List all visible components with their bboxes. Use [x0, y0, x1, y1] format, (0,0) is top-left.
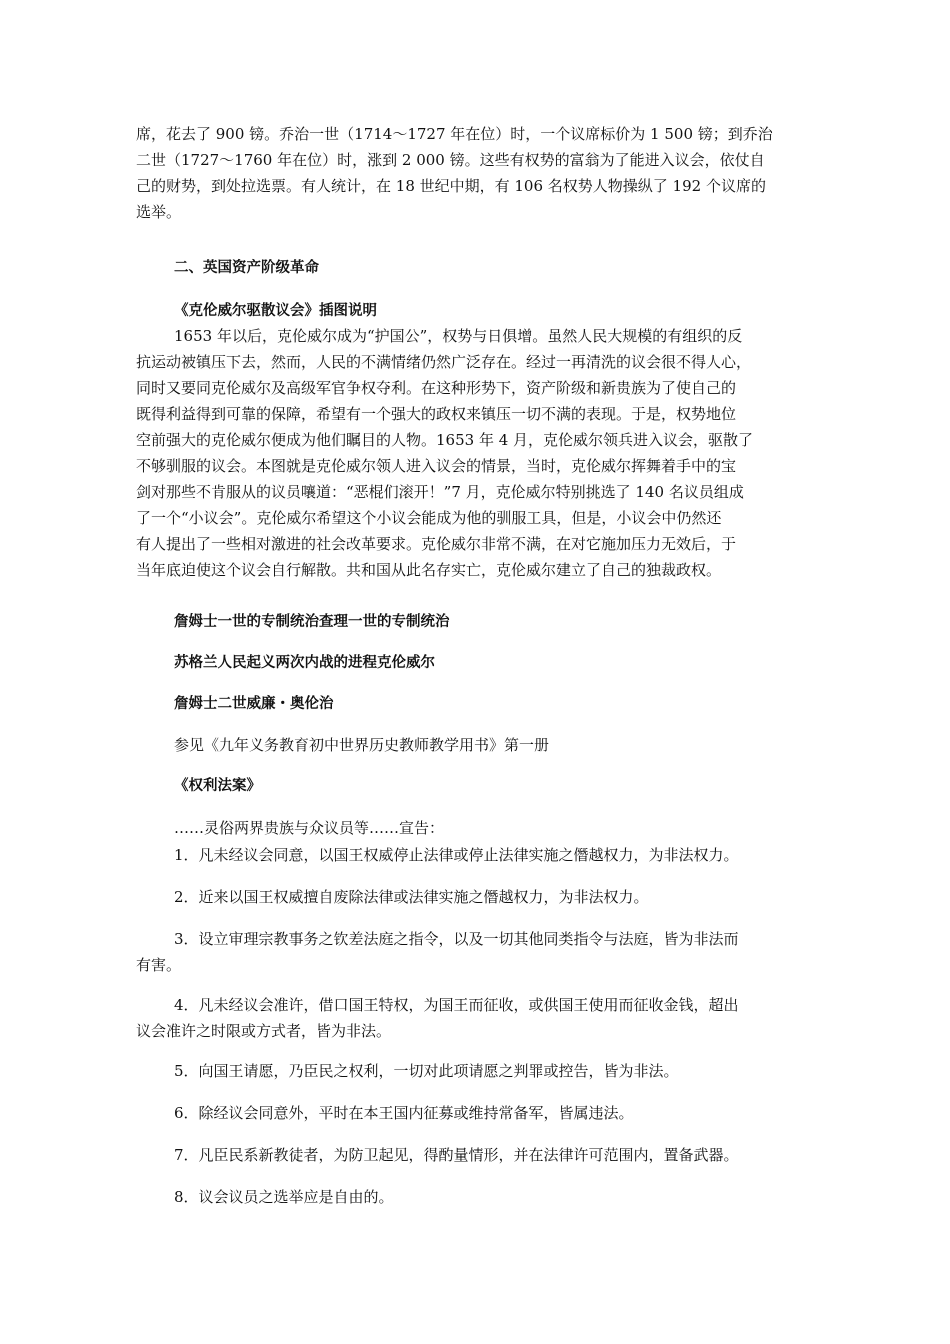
intro-line: 己的财势，到处拉选票。有人统计，在 18 世纪中期，有 106 名权势人物操纵了 192 个议席的 — [136, 177, 766, 195]
article-line: 7．凡臣民系新教徒者，为防卫起见，得酌量情形，并在法律许可范围内，置备武器。 — [174, 1146, 739, 1164]
intro-paragraph — [136, 121, 820, 225]
bill-article — [136, 1184, 820, 1210]
bill-article — [136, 1058, 820, 1084]
cromwell-line: 既得利益得到可靠的保障，希望有一个强大的政权来镇压一切不满的表现。于是，权势地位 — [136, 405, 737, 423]
cromwell-line: 不够驯服的议会。本图就是克伦威尔领人进入议会的情景，当时，克伦威尔挥舞着手中的宝 — [136, 457, 737, 475]
article-line: 有害。 — [136, 956, 182, 974]
topic-line-2: 苏格兰人民起义两次内战的进程克伦威尔 — [174, 654, 435, 671]
bill-article — [136, 1142, 820, 1168]
topic-line-1: 詹姆士一世的专制统治查理一世的专制统治 — [174, 613, 450, 630]
article-line: 6．除经议会同意外，平时在本王国内征募或维持常备军，皆属违法。 — [174, 1104, 634, 1122]
intro-line: 二世（1727～1760 年在位）时，涨到 2 000 镑。这些有权势的富翁为了能进入议会，依仗自 — [136, 151, 765, 169]
illustration-heading: 《克伦威尔驱散议会》插图说明 — [174, 302, 377, 319]
bill-heading: 《权利法案》 — [174, 777, 261, 794]
cromwell-line: 当年底迫使这个议会自行解散。共和国从此名存实亡，克伦威尔建立了自己的独裁政权。 — [136, 561, 722, 579]
cromwell-line: 有人提出了一些相对激进的社会改革要求。克伦威尔非常不满，在对它施加压力无效后，于 — [136, 535, 737, 553]
bill-intro: ……灵俗两界贵族与众议员等……宣告： — [174, 819, 445, 837]
cromwell-line: 了一个“小议会”。克伦威尔希望这个小议会能成为他的驯服工具，但是，小议会中仍然还 — [136, 509, 722, 527]
cromwell-line: 同时又要同克伦威尔及高级军官争权夺利。在这种形势下，资产阶级和新贵族为了使自己的 — [136, 379, 737, 397]
topic-line-3: 詹姆士二世威廉・奥伦治 — [174, 695, 334, 712]
bill-article — [136, 1100, 820, 1126]
article-line: 议会准许之时限或方式者，皆为非法。 — [136, 1022, 392, 1040]
article-line: 2．近来以国王权威擅自废除法律或法律实施之僭越权力，为非法权力。 — [174, 888, 649, 906]
bill-article — [136, 842, 820, 868]
cromwell-paragraph — [136, 323, 820, 583]
article-line: 8．议会议员之选举应是自由的。 — [174, 1188, 394, 1206]
cromwell-line: 剑对那些不肯服从的议员嚷道：“恶棍们滚开！”7 月，克伦威尔特别挑选了 140 名议员组成 — [136, 483, 744, 501]
article-line: 5．向国王请愿，乃臣民之权利，一切对此项请愿之判罪或控告，皆为非法。 — [174, 1062, 679, 1080]
cromwell-line: 抗运动被镇压下去，然而，人民的不满情绪仍然广泛存在。经过一再清洗的议会很不得人心， — [136, 353, 752, 371]
bill-article — [136, 992, 820, 1044]
bill-article — [136, 926, 820, 978]
article-line: 3．设立审理宗教事务之钦差法庭之指令，以及一切其他同类指令与法庭，皆为非法而 — [174, 930, 739, 948]
reference-line: 参见《九年义务教育初中世界历史教师教学用书》第一册 — [174, 736, 550, 754]
bill-article — [136, 884, 820, 910]
intro-line: 席，花去了 900 镑。乔治一世（1714～1727 年在位）时，一个议席标价为 1 500 镑；到乔治 — [136, 125, 773, 143]
article-line: 4．凡未经议会准许，借口国王特权，为国王而征收，或供国王使用而征收金钱，超出 — [174, 996, 739, 1014]
intro-line: 选举。 — [136, 203, 182, 221]
cromwell-line: 1653 年以后，克伦威尔成为“护国公”，权势与日俱增。虽然人民大规模的有组织的反 — [174, 327, 743, 345]
article-line: 1．凡未经议会同意，以国王权威停止法律或停止法律实施之僭越权力，为非法权力。 — [174, 846, 739, 864]
section-heading: 二、英国资产阶级革命 — [174, 259, 319, 276]
cromwell-line: 空前强大的克伦威尔便成为他们瞩目的人物。1653 年 4 月，克伦威尔领兵进入议会，驱散了 — [136, 431, 754, 449]
